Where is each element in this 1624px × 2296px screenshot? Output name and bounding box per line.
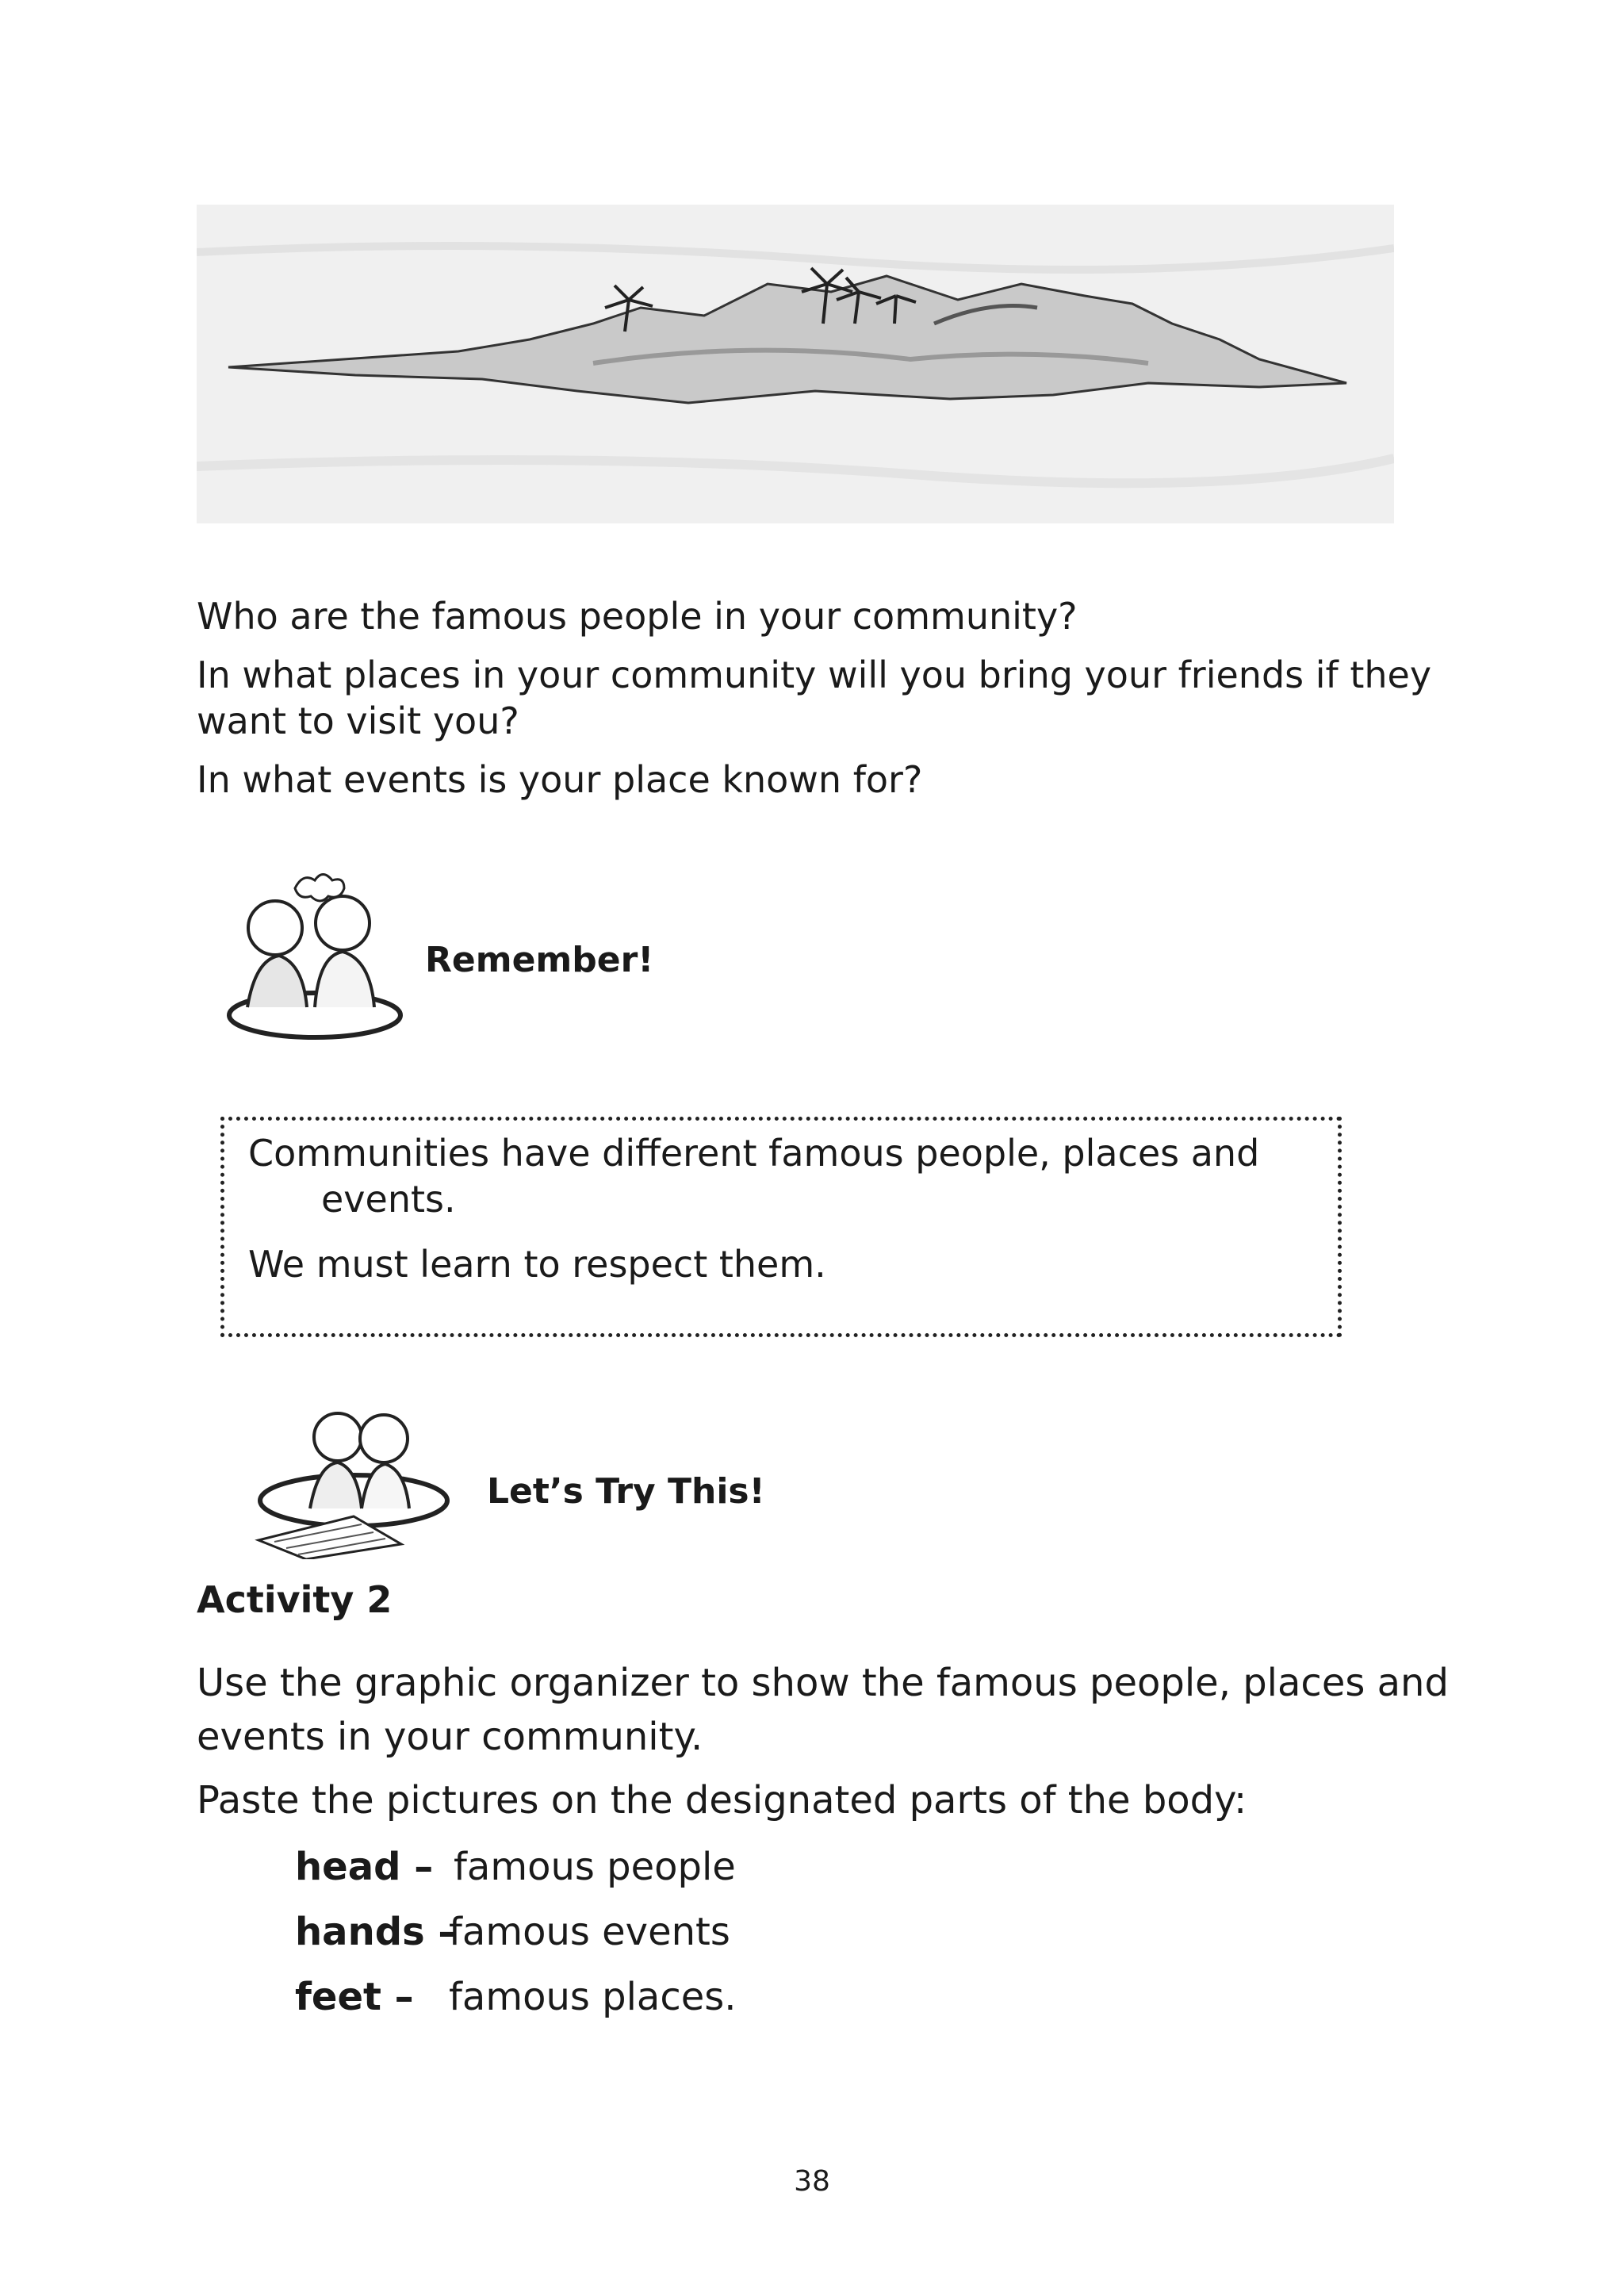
legend-term-head: head – xyxy=(295,1845,434,1889)
island-illustration xyxy=(197,205,1394,523)
legend-def-hands: famous events xyxy=(449,1910,730,1954)
question-famous-people: Who are the famous people in your community? xyxy=(197,595,1078,638)
page-number: 38 xyxy=(794,2165,830,2198)
remember-heading: Remember! xyxy=(425,940,654,980)
activity-title: Activity 2 xyxy=(197,1578,393,1621)
remember-box xyxy=(220,1117,1342,1337)
remember-line-1-text: Communities have different famous people, places and events. xyxy=(248,1132,1260,1221)
question-events: In what events is your place known for? xyxy=(197,758,923,801)
question-places: In what places in your community will you bring your friends if they want to visit you? xyxy=(197,654,1432,742)
legend-def-feet: famous places. xyxy=(449,1975,737,2019)
activity-instruction: Use the graphic organizer to show the famous people, places and events in your community. xyxy=(197,1661,1449,1759)
children-thinking-icon xyxy=(224,864,406,1044)
try-this-heading: Let’s Try This! xyxy=(487,1471,765,1512)
remember-line-1 xyxy=(248,1130,1327,1222)
paste-instruction: Paste the pictures on the designated parts of the body: xyxy=(197,1778,1247,1823)
children-writing-icon xyxy=(243,1405,454,1559)
remember-line-2: We must learn to respect them. xyxy=(248,1243,826,1286)
legend-term-hands: hands – xyxy=(295,1910,458,1954)
legend-def-head: famous people xyxy=(454,1845,736,1889)
legend-term-feet: feet – xyxy=(295,1975,414,2019)
